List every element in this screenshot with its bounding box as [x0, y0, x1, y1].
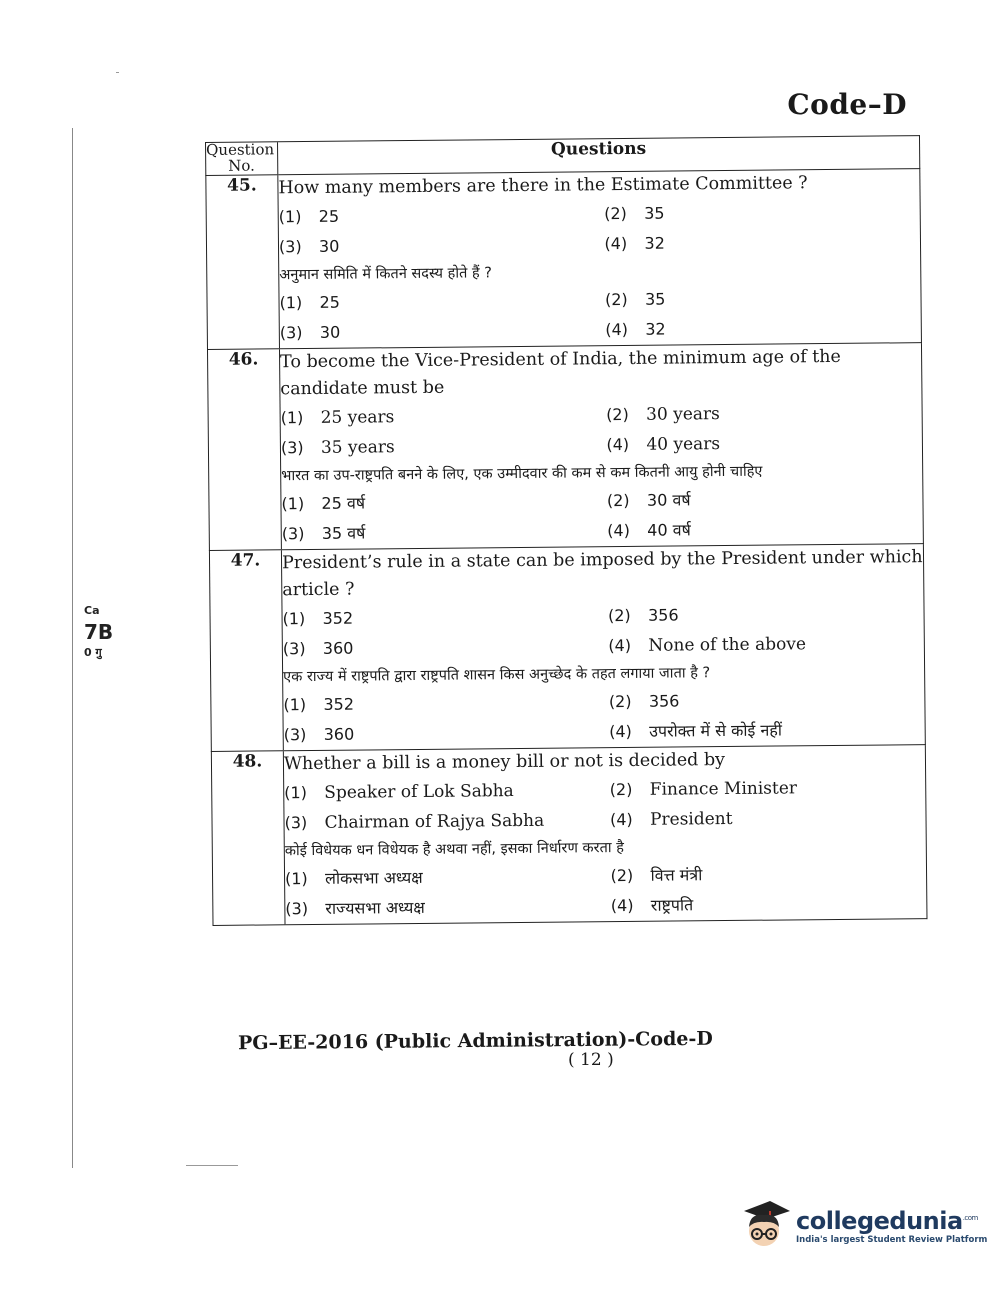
option-number: (3) — [281, 523, 305, 543]
option-value: 35 — [644, 203, 665, 223]
option-number: (4) — [605, 319, 629, 339]
question-body — [281, 543, 925, 750]
option-1 — [281, 400, 597, 433]
option-1 — [281, 486, 597, 519]
question-row — [209, 543, 925, 751]
option-number: (1) — [278, 206, 302, 226]
question-number: 47. — [209, 549, 283, 751]
column-header-question-no — [206, 142, 278, 175]
option-1 — [279, 285, 595, 318]
option-number: (2) — [604, 203, 627, 223]
option-number: (2) — [609, 779, 633, 799]
option-3 — [282, 516, 598, 549]
question-text-english: President’s rule in a state can be imposed by the President under which article ? — [281, 546, 923, 600]
hindi-options — [283, 684, 925, 750]
question-table — [205, 135, 927, 925]
option-value: 25 — [319, 292, 340, 312]
option-value: 40 years — [646, 433, 721, 455]
option-value: 32 — [645, 319, 666, 339]
question-sheet — [205, 135, 929, 1037]
option-number: (3) — [284, 812, 308, 832]
question-text-english: How many members are there in the Estimate Committee ? — [278, 172, 808, 198]
question-text-hindi: अनुमान समिति में कितने सदस्य होते हैं ? — [279, 264, 493, 283]
column-header-line: No. — [228, 156, 255, 175]
option-3 — [279, 229, 595, 262]
option-4 — [607, 513, 923, 546]
mascot-icon — [736, 1197, 794, 1255]
logo-name: collegedunia — [796, 1207, 963, 1235]
option-number: (1) — [284, 782, 308, 802]
option-number: (3) — [285, 898, 309, 918]
question-rows — [206, 168, 927, 925]
question-body — [283, 744, 927, 924]
option-value: 35 वर्ष — [321, 522, 366, 543]
option-value: President — [649, 808, 733, 830]
question-row — [206, 168, 922, 349]
option-1 — [279, 199, 595, 232]
option-3 — [284, 805, 600, 838]
option-value: 352 — [322, 608, 354, 628]
option-3 — [281, 430, 597, 463]
question-row — [211, 744, 927, 925]
option-value: 35 — [644, 289, 666, 309]
question-text-hindi: भारत का उप-राष्ट्रपति बनने के लिए, एक उम्मीदवार की कम से कम कितनी आयु होनी चाहिए — [281, 463, 763, 484]
option-value: उपरोक्त में से कोई नहीं — [649, 719, 783, 741]
question-row — [207, 342, 923, 550]
option-number: (4) — [609, 809, 633, 829]
english-options — [284, 772, 926, 838]
option-4 — [610, 802, 926, 835]
option-value: वित्त मंत्री — [650, 864, 703, 885]
hindi-options — [279, 282, 921, 348]
option-value: Speaker of Lok Sabha — [324, 780, 514, 803]
scan-speck — [116, 72, 119, 73]
option-3 — [285, 891, 601, 924]
option-number: (4) — [610, 895, 634, 915]
option-2 — [606, 397, 922, 430]
option-value: 25 वर्ष — [321, 492, 366, 513]
option-2 — [604, 196, 920, 229]
option-4 — [611, 888, 927, 921]
option-value: 352 — [323, 694, 355, 714]
option-value: 360 — [323, 724, 355, 744]
logo-suffix: .com — [962, 1214, 978, 1222]
paper-code: Code–D — [787, 88, 907, 121]
option-4 — [609, 714, 925, 747]
option-value: 30 — [319, 322, 341, 342]
footer-title: PG–EE-2016 (Public Administration)-Code-D — [237, 1027, 713, 1055]
option-number: (1) — [279, 292, 303, 312]
english-options — [279, 196, 921, 262]
option-4 — [608, 628, 924, 661]
option-value: राष्ट्रपति — [650, 894, 694, 915]
option-2 — [608, 598, 924, 631]
option-4 — [605, 312, 921, 345]
question-number: 48. — [211, 750, 285, 925]
option-2 — [610, 772, 926, 805]
scan-speck — [186, 1165, 238, 1166]
side-stub-text: 0 गु — [84, 645, 102, 659]
option-2 — [605, 282, 921, 315]
option-number: (4) — [609, 721, 632, 741]
option-4 — [604, 226, 920, 259]
option-value: लोकसभा अध्यक्ष — [324, 867, 423, 888]
question-body — [278, 168, 922, 348]
option-number: (2) — [606, 404, 629, 424]
scan-edge-line — [72, 128, 73, 1168]
option-value: 356 — [647, 604, 679, 625]
english-options — [281, 397, 923, 463]
option-1 — [284, 775, 600, 808]
option-1 — [282, 601, 598, 634]
hindi-options — [281, 483, 923, 549]
option-number: (4) — [606, 434, 630, 454]
option-number: (4) — [608, 635, 632, 655]
option-value: 356 — [648, 690, 680, 711]
side-stub-text: Ca — [84, 604, 100, 617]
option-value: 35 years — [320, 436, 395, 458]
option-number: (2) — [610, 865, 634, 885]
option-number: (3) — [283, 724, 307, 744]
option-number: (1) — [281, 493, 305, 513]
option-number: (3) — [280, 437, 304, 457]
side-stub-text: 7B — [84, 619, 114, 644]
question-text-english: Whether a bill is a money bill or not is decided by — [283, 749, 726, 774]
option-number: (3) — [278, 236, 302, 256]
question-number: 45. — [206, 174, 280, 349]
question-text-english: To become the Vice-President of India, the minimum age of the candidate must be — [280, 346, 841, 399]
option-number: (4) — [604, 233, 628, 253]
option-value: 30 — [318, 236, 340, 256]
option-2 — [607, 483, 923, 516]
page-number: ( 12 ) — [568, 1050, 614, 1070]
option-2 — [609, 684, 925, 717]
option-number: (2) — [608, 691, 632, 711]
option-number: (2) — [607, 605, 631, 625]
english-options — [282, 598, 924, 664]
side-binding-stub — [84, 604, 116, 694]
option-value: Finance Minister — [649, 777, 798, 800]
option-3 — [283, 631, 599, 664]
option-number: (2) — [604, 289, 628, 309]
option-value: None of the above — [648, 633, 807, 656]
option-value: 25 years — [320, 406, 395, 428]
option-value: 30 years — [646, 403, 720, 425]
option-1 — [285, 861, 601, 894]
hindi-options — [285, 858, 927, 924]
question-number: 46. — [207, 348, 281, 550]
option-number: (1) — [280, 407, 304, 427]
option-value: 30 वर्ष — [646, 489, 691, 510]
option-value: 32 — [644, 233, 665, 253]
option-number: (1) — [283, 694, 307, 714]
option-value: राज्यसभा अध्यक्ष — [325, 897, 425, 918]
question-text-hindi: कोई विधेयक धन विधेयक है अथवा नहीं, इसका निर्धारण करता है — [284, 839, 624, 859]
option-number: (1) — [282, 608, 306, 628]
option-number: (1) — [284, 868, 308, 888]
option-4 — [606, 427, 922, 460]
option-1 — [283, 687, 599, 720]
option-value: Chairman of Rajya Sabha — [324, 810, 545, 833]
option-number: (4) — [607, 520, 631, 540]
option-number: (3) — [282, 638, 306, 658]
question-body — [279, 342, 923, 549]
option-number: (3) — [279, 322, 303, 342]
logo-tagline: India's largest Student Review Platform — [796, 1235, 988, 1245]
option-3 — [280, 315, 596, 348]
option-value: 40 वर्ष — [647, 519, 691, 540]
option-value: 25 — [318, 206, 340, 226]
option-3 — [284, 717, 600, 750]
question-text-hindi: एक राज्य में राष्ट्रपति द्वारा राष्ट्रपति शासन किस अनुच्छेद के तहत लगाया जाता है ? — [283, 664, 711, 685]
option-number: (2) — [606, 490, 630, 510]
column-header-questions: Questions — [278, 136, 920, 175]
option-value: 360 — [322, 638, 354, 658]
option-2 — [610, 858, 926, 891]
collegedunia-logo — [736, 1196, 988, 1256]
column-header-line: Question — [205, 140, 275, 159]
